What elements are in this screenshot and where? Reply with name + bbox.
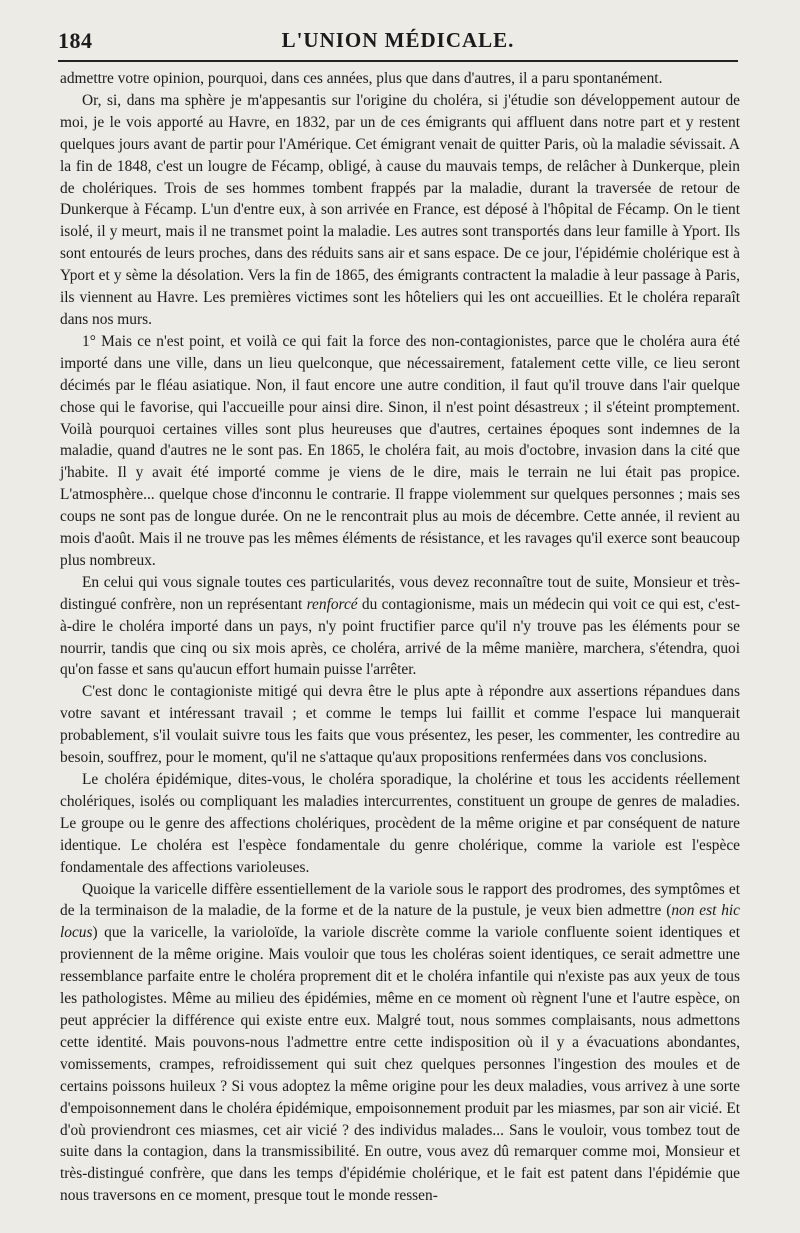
article-body <box>60 68 740 1207</box>
text-run: admettre votre opinion, pourquoi, dans ces années, plus que dans d'autres, il a paru spontanément. <box>60 70 663 87</box>
text-run: Quoique la varicelle diffère essentiellement de la variole sous le rapport des prodromes, des symptômes et de la terminaison de la maladie, de la forme et de la nature de la pustule, je veux bien admettre ( <box>60 880 740 920</box>
paragraph-importation-conditions <box>60 331 740 572</box>
italic-run: non est hic locus <box>60 902 740 942</box>
text-run: Or, si, dans ma sphère je m'appesantis sur l'origine du choléra, si j'étudie son développement autour de moi, je le vois apporté au Havre, en 1832, par un de ces émigrants qui affluent dans notre part et y restent quelques jours avant de partir pour l'Amérique. Cet émigrant venait de quitter Paris, où la maladie sévissait. A la fin de 1848, c'est un lougre de Fécamp, obligé, à cause du mauvais temps, de relâcher à Dunkerque, plein de cholériques. Trois de ses hommes tombent frappés par la maladie, durant la traversée de retour de Dunkerque à Fécamp. L'un d'entre eux, à son arrivée en France, est déposé à l'hôpital de Fécamp. On le tient isolé, il y meurt, mais il ne transmet point la maladie. Les autres sont transportés dans leur famille à Yport. Ils sont entourés de leurs proches, dans des réduits sans air et sans espace. De ce jour, l'épidémie cholérique est à Yport et y sème la désolation. Vers la fin de 1865, des émigrants contractent la maladie à leur passage à Paris, ils viennent au Havre. Les premières victimes sont les hôteliers qui les ont accueillies. Et le choléra reparaît dans nos murs. <box>60 91 740 328</box>
text-run: du contagionisme, mais un médecin qui voit ce qui est, c'est-à-dire le choléra importé dans un pays, n'y point fructifier parce qu'il n'y trouve pas les éléments pour se nourrir, tandis que cinq ou six mois après, ce choléra, arrivé de la même manière, marchera, s'étendra, quoi qu'on fasse et sans qu'aucun effort humain puisse l'arrêter. <box>60 595 740 679</box>
text-run: Le choléra épidémique, dites-vous, le choléra sporadique, la cholérine et tous les accidents réellement cholériques, isolés ou compliquant les maladies intercurrentes, constituent un groupe de genres de maladies. Le groupe ou le genre des affections cholériques, procèdent de la même origine et par conséquent de nature identique. Le choléra est l'espèce fondamentale du genre cholérique, comme la variole est l'espèce fondamentale des affections varioleuses. <box>60 771 740 876</box>
header-rule <box>58 60 738 62</box>
running-title: L'UNION MÉDICALE. <box>281 28 515 52</box>
paragraph-epidemic-cholera <box>60 769 740 879</box>
page-number: 184 <box>58 28 93 53</box>
paragraph-mitigated-contagionist <box>60 572 740 682</box>
paragraph-continuation <box>60 68 740 90</box>
text-run: ) que la varicelle, la varioloïde, la variole discrète comme la variole confluente soient identiques et proviennent de la même origine. Mais vouloir que tous les choléras soient identiques, ce serait admettre une ressemblance parfaite entre le choléra proprement dit et le choléra infantile qui n'existe pas aux yeux de tous les pathologistes. Même au milieu des épidémies, même en ce moment où règnent l'une et l'autre espèce, on peut apprécier la différence qui existe entre eux. Malgré tout, nous sommes complaisants, nous admettons cette identité. Mais pouvons-nous l'admettre entre cette indisposition où il y a évacuations abondantes, vomissements, crampes, refroidissement qui suit chez quelques personnes l'ingestion des moules et de certains poissons huileux ? Si vous adoptez la même origine pour les deux maladies, vous arrivez à une sorte d'empoisonnement dans le choléra épidémique, empoisonnement produit par les miasmes, par son air vicié. Et d'où proviendront ces miasmes, cet air vicié ? des individus malades... Sans le vouloir, vous tombez tout de suite dans la contagion, dans la transmissibilité. En outre, vous avez dû remarquer comme moi, Monsieur et très-distingué confrère, que dans les temps d'épidémie cholérique, et le fait est patent dans l'épidémie que nous traversons en ce moment, presque tout le monde ressen- <box>60 924 740 1205</box>
paragraph-conclusions <box>60 681 740 769</box>
italic-run: renforcé <box>306 595 358 613</box>
paragraph-origin-of-cholera <box>60 90 740 331</box>
page-header <box>58 26 738 56</box>
paragraph-varicella-comparison <box>60 879 740 1208</box>
text-run: 1° Mais ce n'est point, et voilà ce qui fait la force des non-contagionistes, parce que le choléra aura été importé dans une ville, dans un lieu quelconque, que nécessairement, fatalement cette ville, ce lieu seront décimés par le fléau asiatique. Non, il faut encore une autre condition, il faut qu'il trouve dans l'air quelque chose qui le favorise, qui l'accueille pour ainsi dire. Sinon, il n'est point désastreux ; il s'éteint promptement. Voilà pourquoi certaines villes sont plus heureuses que d'autres, certaines époques sont indemnes de la maladie, quand d'autres ne le sont pas. En 1865, le choléra fait, au mois d'octobre, invasion dans la cité que j'habite. Il y avait été importé comme je viens de le dire, mais le terrain ne lui était pas propice. L'atmosphère... quelque chose d'inconnu le contrarie. Il frappe violemment sur quelques personnes ; mais ses coups ne sont pas de longue durée. On ne le rencontrait plus au mois de décembre. Cette année, il revient au mois d'août. Mais il ne trouve pas les mêmes éléments de résistance, et les ravages qu'il exerce sont beaucoup plus nombreux. <box>60 332 740 569</box>
text-run: En celui qui vous signale toutes ces particularités, vous devez reconnaître tout de suite, Monsieur et très-distingué confrère, non un représentant <box>60 573 740 613</box>
text-run: C'est donc le contagioniste mitigé qui devra être le plus apte à répondre aux assertions répandues dans votre savant et intéressant travail ; et comme le temps lui faillit et comme l'espace lui manquerait probablement, s'il voulait suivre tous les faits que vous présentez, les peser, les commenter, les contredire au besoin, souffrez, pour le moment, qu'il ne s'attaque qu'aux propositions renfermées dans vos conclusions. <box>60 683 740 767</box>
